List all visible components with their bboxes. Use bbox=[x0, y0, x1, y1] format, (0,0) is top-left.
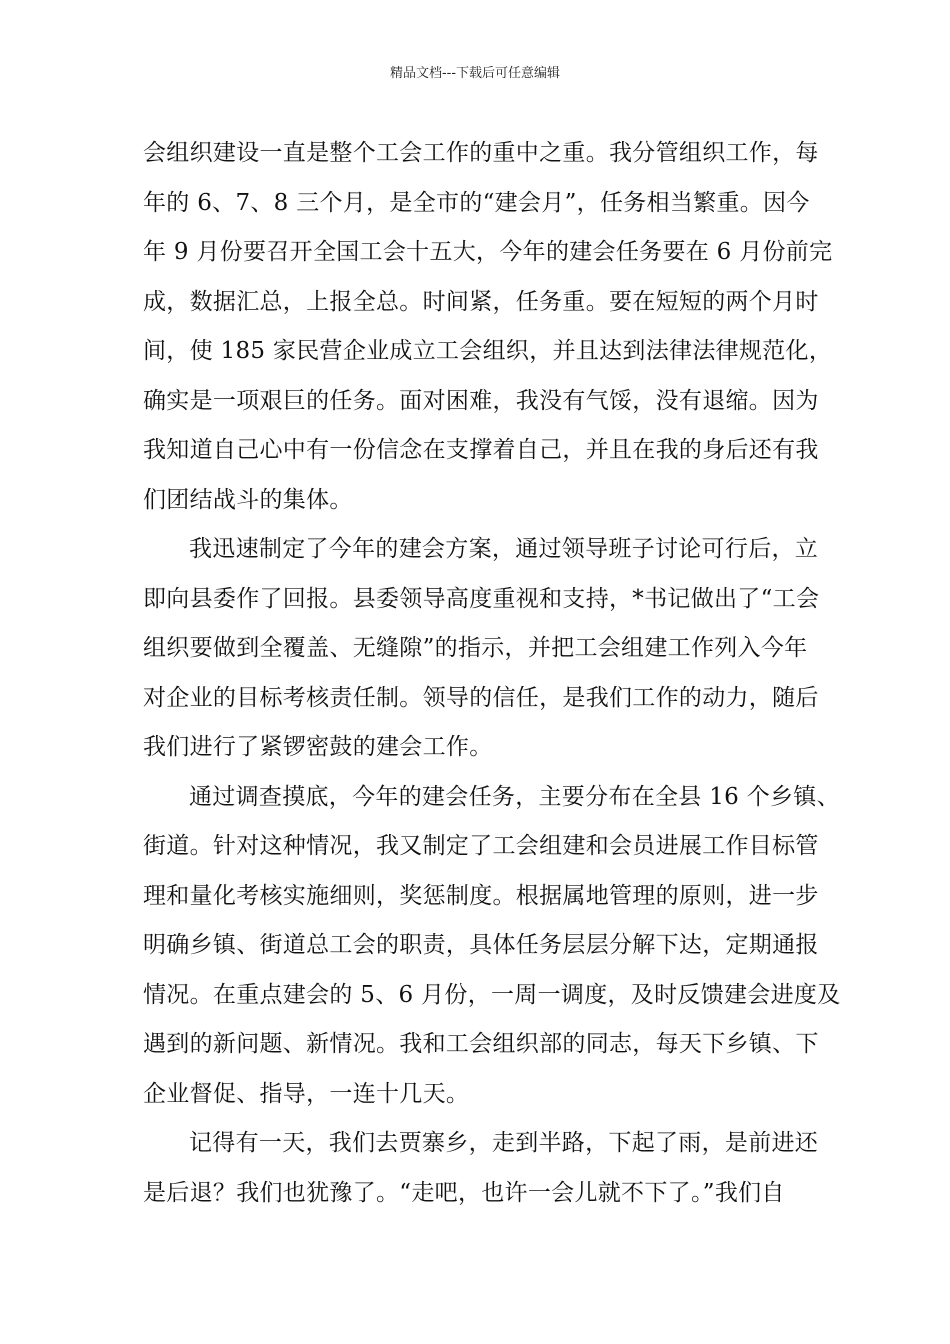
text-line: 们团结战斗的集体。 bbox=[143, 486, 353, 513]
text-line: 是后退？我们也犹豫了。“走吧，也许一会儿就不下了。”我们自 bbox=[143, 1179, 785, 1206]
text-line: 对企业的目标考核责任制。领导的信任，是我们工作的动力，随后 bbox=[143, 684, 819, 711]
text-line: 我知道自己心中有一份信念在支撑着自己，并且在我的身后还有我 bbox=[143, 437, 819, 463]
text-line: 理和量化考核实施细则，奖惩制度。根据属地管理的原则，进一步 bbox=[143, 882, 819, 909]
text-line: 通过调查摸底，今年的建会任务，主要分布在全县 16 个乡镇、 bbox=[189, 783, 840, 810]
text-line: 成，数据汇总，上报全总。时间紧，任务重。要在短短的两个月时 bbox=[143, 288, 819, 315]
text-line: 我们进行了紧锣密鼓的建会工作。 bbox=[143, 734, 493, 760]
text-line: 情况。在重点建会的 5、6 月份，一周一调度，及时反馈建会进度及 bbox=[143, 981, 841, 1008]
text-line: 会组织建设一直是整个工会工作的重中之重。我分管组织工作，每 bbox=[143, 140, 819, 166]
paragraph-3 bbox=[143, 773, 841, 1120]
paragraph-1 bbox=[143, 129, 833, 525]
text-line: 企业督促、指导，一连十几天。 bbox=[143, 1080, 470, 1107]
text-line: 遇到的新问题、新情况。我和工会组织部的同志，每天下乡镇、下 bbox=[143, 1031, 819, 1057]
text-line: 年的 6、7、8 三个月，是全市的“建会月”，任务相当繁重。因今 bbox=[143, 189, 810, 216]
text-line: 记得有一天，我们去贾寨乡，走到半路，下起了雨，是前进还 bbox=[189, 1130, 819, 1156]
text-line: 街道。针对这种情况，我又制定了工会组建和会员进展工作目标管 bbox=[143, 833, 819, 859]
paragraph-4 bbox=[143, 1119, 819, 1218]
text-line: 间，使 185 家民营企业成立工会组织，并且达到法律法律规范化， bbox=[143, 338, 833, 364]
text-line: 组织要做到全覆盖、无缝隙”的指示，并把工会组建工作列入今年 bbox=[143, 635, 808, 661]
page-header: 精品文档---下载后可任意编辑 bbox=[389, 66, 561, 81]
text-line: 我迅速制定了今年的建会方案，通过领导班子讨论可行后，立 bbox=[189, 536, 819, 562]
text-line: 明确乡镇、街道总工会的职责，具体任务层层分解下达，定期通报 bbox=[143, 932, 819, 958]
text-line: 年 9 月份要召开全国工会十五大，今年的建会任务要在 6 月份前完 bbox=[143, 239, 833, 265]
document-body bbox=[143, 129, 841, 1218]
text-line: 确实是一项艰巨的任务。面对困难，我没有气馁，没有退缩。因为 bbox=[143, 387, 819, 414]
text-line: 即向县委作了回报。县委领导高度重视和支持，*书记做出了“工会 bbox=[143, 585, 820, 612]
paragraph-2 bbox=[143, 525, 820, 773]
